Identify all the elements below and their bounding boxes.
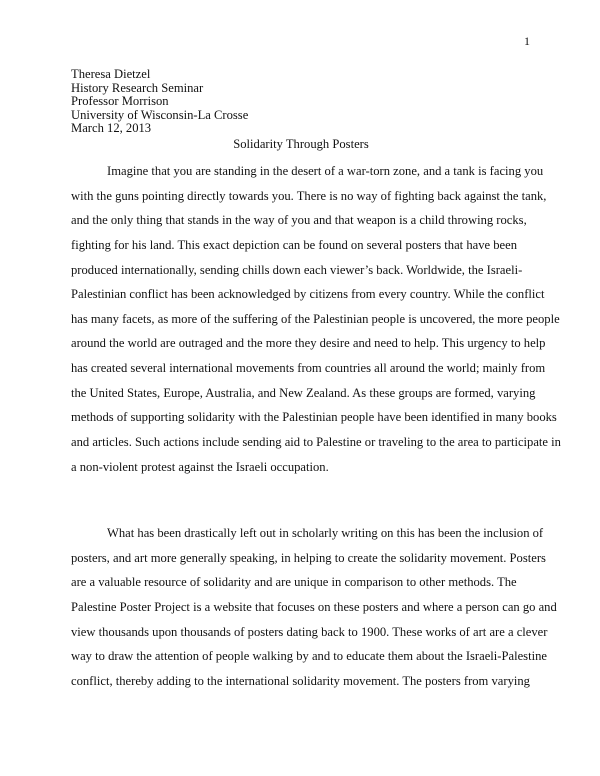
paragraph-line: the United States, Europe, Australia, and New Zealand. As these groups are formed, varying bbox=[71, 385, 536, 400]
paragraph-line: way to draw the attention of people walking by and to educate them about the Israeli-Palestine bbox=[71, 649, 547, 664]
paragraph-line: view thousands upon thousands of posters dating back to 1900. These works of art are a clever bbox=[71, 624, 548, 639]
paragraph-1 bbox=[71, 159, 561, 479]
paragraph-line: are a valuable resource of solidarity and are unique in comparison to other methods. The bbox=[71, 575, 517, 590]
course-name: History Research Seminar bbox=[71, 80, 204, 95]
paragraph-line: Imagine that you are standing in the desert of a war-torn zone, and a tank is facing you bbox=[107, 164, 544, 178]
paragraph-line: methods of supporting solidarity with the Palestinian people have been identified in many books bbox=[71, 410, 557, 425]
header-block bbox=[71, 68, 531, 136]
paragraph-line: Palestinian conflict has been acknowledged by citizens from every country. While the conflict bbox=[71, 287, 545, 302]
paragraph-line: a non-violent protest against the Israeli occupation. bbox=[71, 459, 329, 474]
paragraph-line: conflict, thereby adding to the international solidarity movement. The posters from varying bbox=[71, 673, 530, 688]
paragraph-2 bbox=[71, 521, 557, 693]
university-name: University of Wisconsin-La Crosse bbox=[71, 107, 249, 122]
paragraph-line: and the only thing that stands in the way of you and that weapon is a child throwing rocks, bbox=[71, 213, 527, 228]
document-date: March 12, 2013 bbox=[71, 121, 152, 136]
paragraph-line: and articles. Such actions include sending aid to Palestine or traveling to the area to participate in bbox=[71, 435, 561, 450]
paragraph-line: around the world are outraged and the more they desire and need to help. This urgency to help bbox=[71, 336, 546, 351]
author-name: Theresa Dietzel bbox=[71, 67, 151, 81]
paragraph-line: with the guns pointing directly towards you. There is no way of fighting back against the tank, bbox=[71, 188, 547, 203]
professor-name: Professor Morrison bbox=[71, 94, 169, 109]
paragraph-line: has many facets, as more of the suffering of the Palestinian people is uncovered, the more people bbox=[71, 311, 560, 326]
document-title: Solidarity Through Posters bbox=[233, 137, 369, 151]
paragraph-line: has created several international movements from countries all around the world; mainly from bbox=[71, 361, 546, 376]
paragraph-line: Palestine Poster Project is a website that focuses on these posters and where a person can go and bbox=[71, 599, 557, 614]
paragraph-line: posters, and art more generally speaking, in helping to create the solidarity movement. Posters bbox=[71, 550, 546, 565]
page-number: 1 bbox=[524, 34, 530, 48]
paragraph-line: produced internationally, sending chills down each viewer’s back. Worldwide, the Israeli- bbox=[71, 262, 523, 277]
paragraph-line: fighting for his land. This exact depiction can be found on several posters that have been bbox=[71, 237, 518, 252]
paragraph-line: What has been drastically left out in scholarly writing on this has been the inclusion of bbox=[107, 526, 544, 540]
